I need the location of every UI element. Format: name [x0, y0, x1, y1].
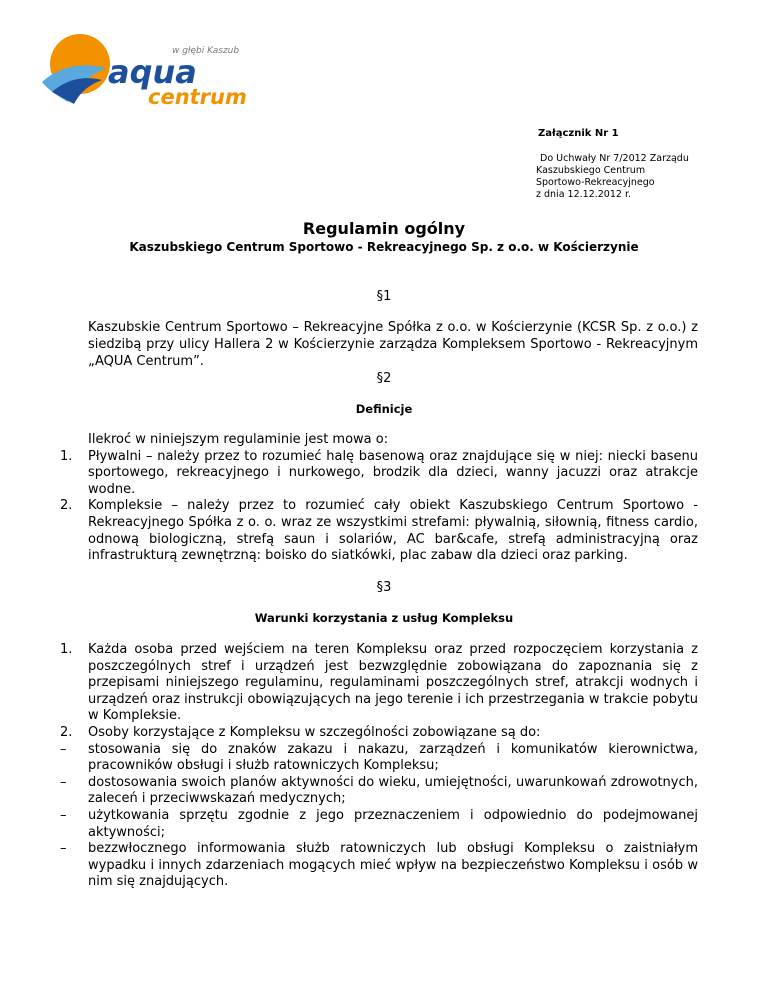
section-3-heading: Warunki korzystania z usług Kompleksu	[254, 611, 514, 625]
logo-word-aqua: aqua	[108, 53, 197, 91]
section-2-symbol: §2	[376, 371, 392, 386]
list-item-text: Każda osoba przed wejściem na teren Kompleksu oraz przed rozpoczęciem korzystania z poszczególnych stref i urządzeń jest bezwzględnie zobowiązana do zapoznania się z przepisami niniejszego regulaminu, regulaminami poszczególnych stref, atrakcji wodnych i urządzeń oraz instrukcji obowiązujących na jego terenie i ich przestrzegania w trakcie pobytu w Kompleksie.	[88, 642, 698, 724]
list-item-text: Pływalni – należy przez to rozumieć halę basenową oraz znajdujące się w niej: niecki basenu sportowego, rekreacyjnego i nurkowego, brodzik dla dzieci, wanny jacuzzi oraz atrakcje wodne.	[88, 448, 698, 497]
list-item-text: dostosowania swoich planów aktywności do wieku, umiejętności, uwarunkowań zdrowotnych, zaleceń i przeciwwskazań medycznych;	[88, 774, 698, 807]
list-item-text: użytkowania sprzętu zgodnie z jego przeznaczeniem i odpowiednio do podejmowanej aktywności;	[88, 807, 698, 840]
aqua-centrum-logo	[38, 22, 274, 114]
list-item-text: Kompleksie – należy przez to rozumieć cały obiekt Kaszubskiego Centrum Sportowo - Rekreacyjnego Spółka z o. o. wraz ze wszystkimi strefami: pływalnią, siłownią, fitness cardio, odnową biologiczną, strefą saun i solariów, AC bar&cafe, strefą administracyjną oraz infrastrukturą zewnętrzną: boisko do siatkówki, plac zabaw dla dzieci oraz parking.	[88, 498, 698, 564]
list-marker: 1.	[60, 642, 73, 657]
section-3-list	[0, 642, 768, 891]
list-item	[0, 449, 698, 499]
list-marker: 2.	[60, 498, 73, 514]
attachment-label: Załącznik Nr 1	[538, 128, 619, 139]
list-marker: –	[60, 741, 67, 757]
section-2-list	[0, 432, 768, 565]
definitions-intro: Ilekroć w niniejszym regulaminie jest mowa o:	[88, 432, 389, 447]
section-3-symbol: §3	[376, 580, 392, 595]
list-marker: –	[60, 774, 67, 790]
document-subtitle: Kaszubskiego Centrum Sportowo - Rekreacyjnego Sp. z o.o. w Kościerzynie	[129, 240, 639, 254]
list-item	[0, 742, 698, 775]
list-item	[0, 642, 698, 725]
list-marker: –	[60, 841, 67, 857]
resolution-line: Kaszubskiego Centrum	[536, 165, 646, 176]
section-2-heading: Definicje	[355, 402, 413, 416]
section-1-symbol: §1	[376, 289, 392, 304]
list-marker: 2.	[60, 724, 73, 740]
list-item	[0, 808, 698, 841]
logo-tagline: w głębi Kaszub	[172, 46, 240, 56]
list-marker: –	[60, 807, 67, 823]
resolution-reference	[536, 153, 689, 201]
logo-word-centrum: centrum	[148, 85, 247, 109]
resolution-line: z dnia 12.12.2012 r.	[536, 189, 632, 200]
list-item	[0, 498, 698, 564]
list-item-text: Osoby korzystające z Kompleksu w szczególności zobowiązane są do:	[88, 724, 541, 740]
section-1-text: Kaszubskie Centrum Sportowo – Rekreacyjne Spółka z o.o. w Kościerzynie (KCSR Sp. z o.o.) z siedzibą przy ulicy Hallera 2 w Kościerzynie zarządza Kompleksem Sportowo - Rekreacyjnym „AQUA Centrum”.	[88, 320, 698, 369]
resolution-line: Do Uchwały Nr 7/2012 Zarządu	[540, 153, 689, 164]
list-item	[0, 775, 698, 808]
list-item	[0, 725, 698, 742]
resolution-line: Sportowo-Rekreacyjnego	[536, 177, 655, 188]
list-item	[0, 841, 698, 891]
list-marker: 1.	[60, 448, 73, 464]
list-item-text: stosowania się do znaków zakazu i nakazu, zarządzeń i komunikatów kierownictwa, pracowników obsługi i służb ratowniczych Kompleksu;	[88, 741, 698, 774]
list-item-text: bezzwłocznego informowania służb ratowniczych lub obsługi Kompleksu o zaistniałym wypadku i innych zdarzeniach mogących mieć wpływ na bezpieczeństwo Kompleksu i osób w nim się znajdujących.	[88, 841, 698, 890]
document-title: Regulamin ogólny	[302, 219, 466, 238]
